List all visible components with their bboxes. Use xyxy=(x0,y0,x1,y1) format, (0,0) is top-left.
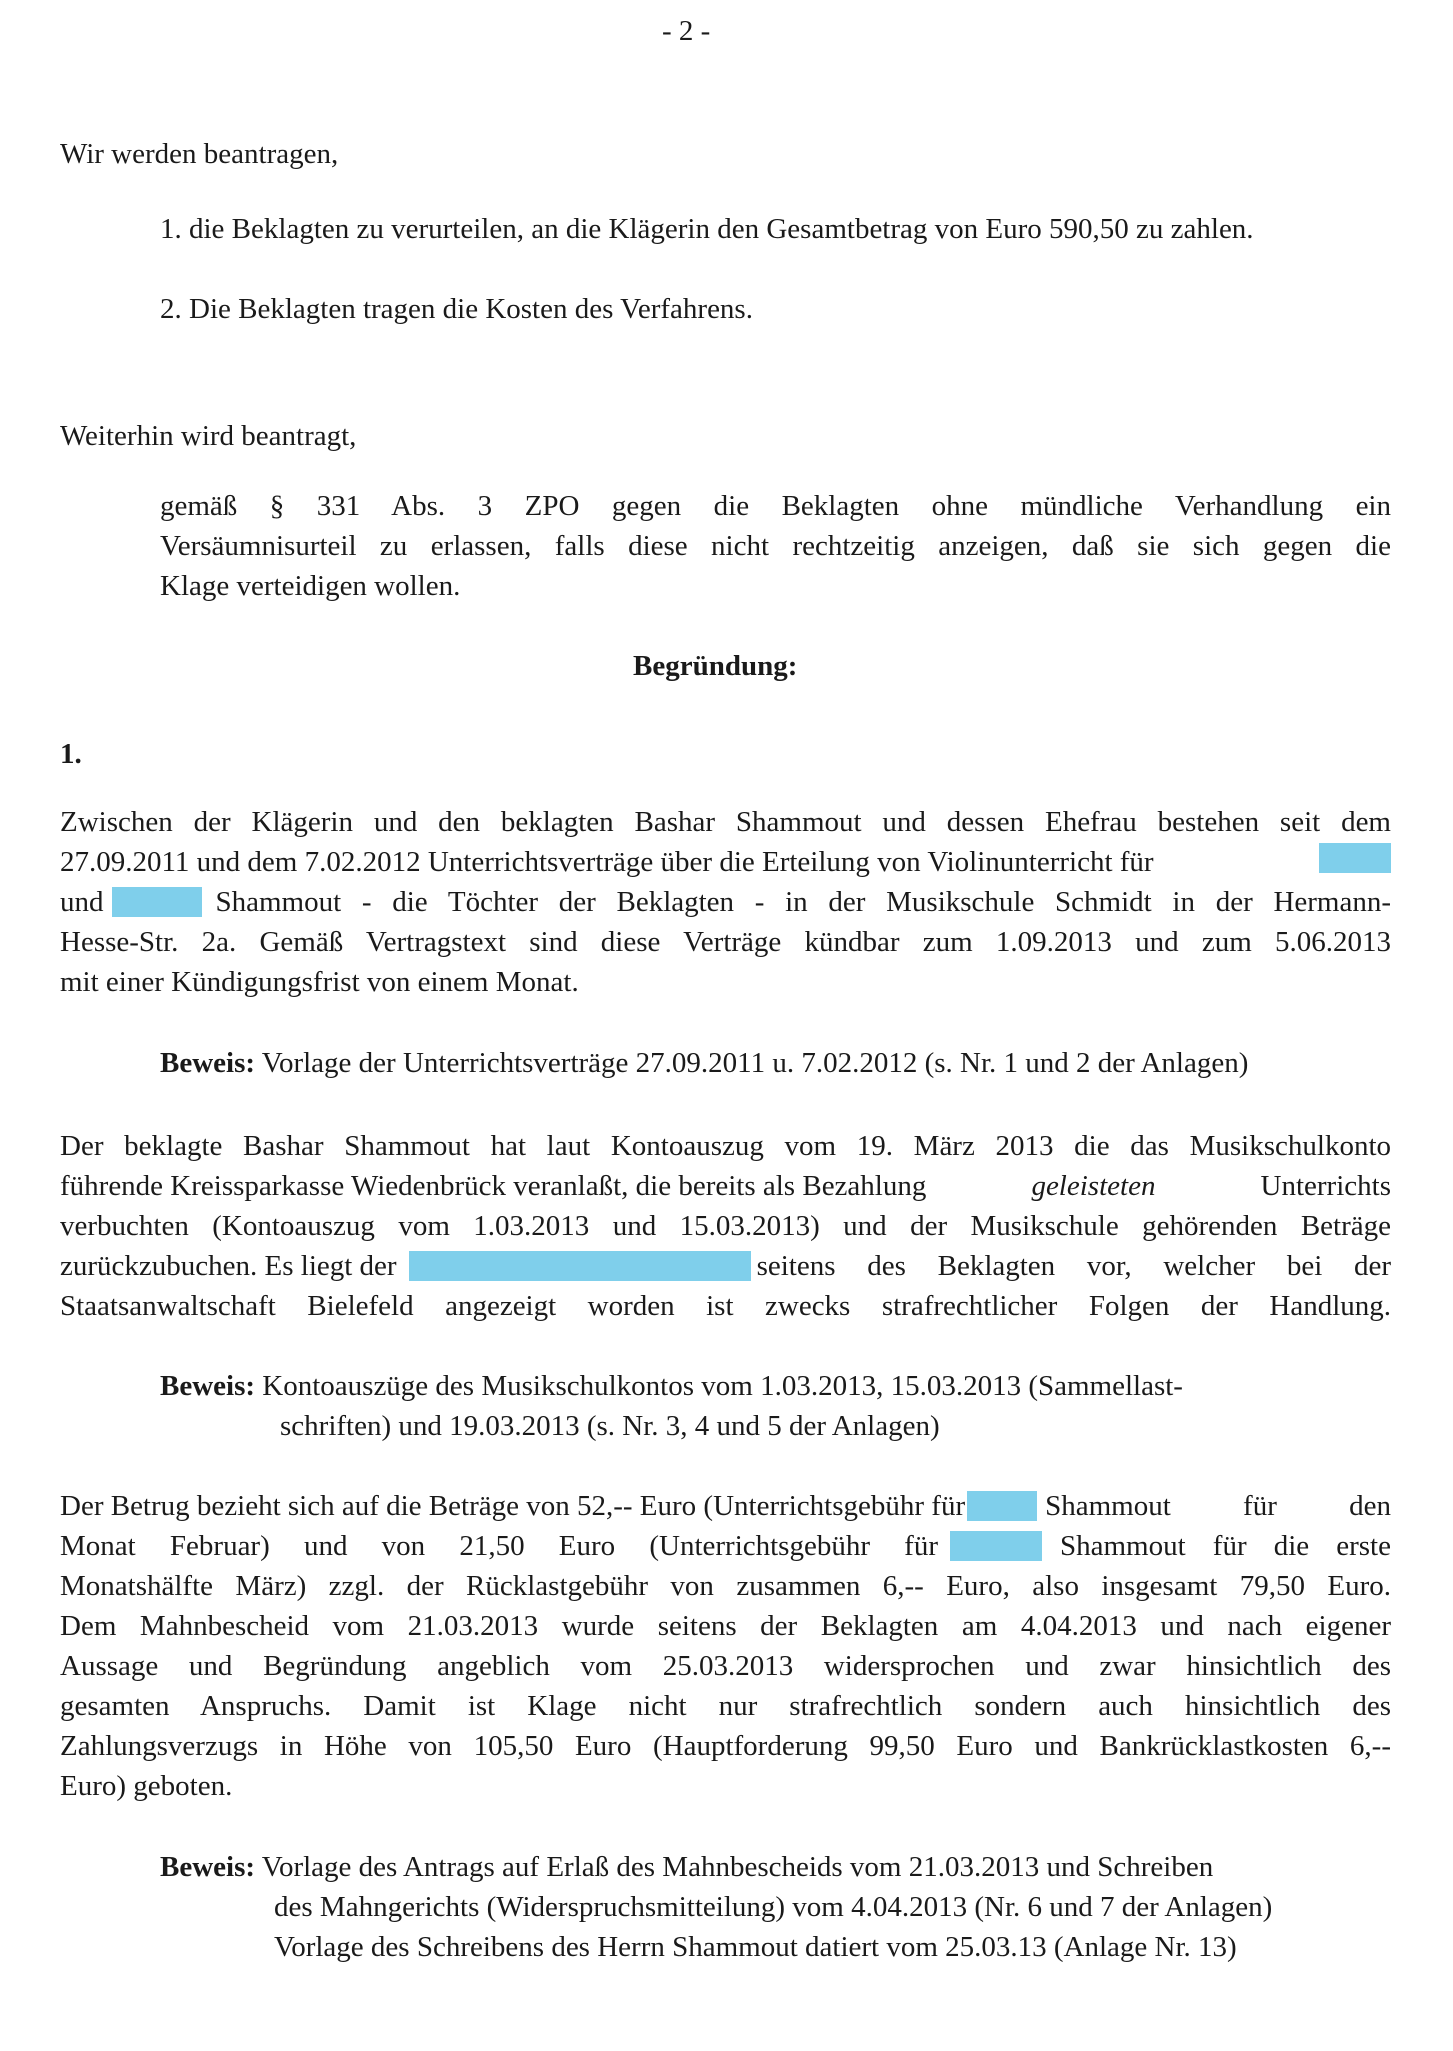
para3-line-1-end: Shammout für den xyxy=(1045,1490,1391,1522)
para3-line-1 xyxy=(60,1487,1391,1525)
evidence-3-line-2: des Mahngerichts (Widerspruchsmitteilung) vom 4.04.2013 (Nr. 6 und 7 der Anlagen) xyxy=(274,1891,1273,1923)
request-1: 1. die Beklagten zu verurteilen, an die Klägerin den Gesamtbetrag von Euro 590,50 zu zahlen. xyxy=(160,213,1254,245)
para3-line-8: Euro) geboten. xyxy=(60,1770,233,1802)
para1-line-3 xyxy=(60,883,1391,921)
evidence-3-line-1 xyxy=(160,1848,1213,1886)
para3-line-7: Zahlungsverzugs in Höhe von 105,50 Euro (Hauptforderung 99,50 Euro und Bankrücklastkosten 6,-- xyxy=(60,1730,1391,1762)
redaction-block xyxy=(950,1531,1042,1561)
intro-text: Wir werden beantragen, xyxy=(60,138,339,170)
evidence-3-text-1: Vorlage des Antrags auf Erlaß des Mahnbescheids vom 21.03.2013 und Schreiben xyxy=(261,1851,1214,1883)
para2-line-2-start: führende Kreissparkasse Wiedenbrück veranlaßt, die bereits als Bezahlung xyxy=(60,1170,927,1202)
para2-line-5: Staatsanwaltschaft Bielefeld angezeigt worden ist zwecks strafrechtlicher Folgen der Handlung. xyxy=(60,1290,1391,1322)
para3-line-3: Monatshälfte März) zzgl. der Rücklastgebühr von zusammen 6,-- Euro, also insgesamt 79,50 Euro. xyxy=(60,1570,1391,1602)
para2-line-2-end: Unterrichts xyxy=(1260,1170,1391,1202)
redaction-block xyxy=(112,887,202,917)
para3-line-2-start: Monat Februar) und von 21,50 Euro (Unterrichtsgebühr für xyxy=(60,1530,938,1562)
request-2: 2. Die Beklagten tragen die Kosten des Verfahrens. xyxy=(160,293,753,325)
para2-line-2 xyxy=(60,1167,1391,1205)
para1-line-3-start: und xyxy=(60,886,104,918)
evidence-1-label: Beweis: xyxy=(160,1047,256,1079)
para3-line-1-start: Der Betrug bezieht sich auf die Beträge von 52,-- Euro (Unterrichtsgebühr für xyxy=(60,1490,966,1522)
evidence-2-label: Beweis: xyxy=(160,1370,256,1402)
para1-line-3-end: Shammout - die Töchter der Beklagten - in der Musikschule Schmidt in der Hermann- xyxy=(215,886,1391,918)
further-line-1: gemäß § 331 Abs. 3 ZPO gegen die Beklagten ohne mündliche Verhandlung ein xyxy=(160,490,1391,522)
para2-line-4-start: zurückzubuchen. Es liegt der xyxy=(60,1250,397,1282)
para1-line-4: Hesse-Str. 2a. Gemäß Vertragstext sind diese Verträge kündbar zum 1.09.2013 und zum 5.06.2013 xyxy=(60,926,1391,958)
evidence-3-line-3: Vorlage des Schreibens des Herrn Shammout datiert vom 25.03.13 (Anlage Nr. 13) xyxy=(274,1931,1237,1963)
evidence-1 xyxy=(160,1044,1391,1082)
para3-line-4: Dem Mahnbescheid vom 21.03.2013 wurde seitens der Beklagten am 4.04.2013 und nach eigener xyxy=(60,1610,1391,1642)
para3-line-2 xyxy=(60,1527,1391,1565)
further-line-3: Klage verteidigen wollen. xyxy=(160,570,461,602)
para2-line-4 xyxy=(60,1247,1391,1285)
further-intro: Weiterhin wird beantragt, xyxy=(60,420,357,452)
para2-line-3: verbuchten (Kontoauszug vom 1.03.2013 und 15.03.2013) und der Musikschule gehörenden Beträge xyxy=(60,1210,1391,1242)
para1-line-2 xyxy=(60,843,1391,881)
para2-line-2-italic: geleisteten xyxy=(1031,1170,1156,1202)
para1-line-5: mit einer Kündigungsfrist von einem Monat. xyxy=(60,966,579,998)
evidence-2-line-1 xyxy=(160,1367,1183,1405)
evidence-2-line-2: schriften) und 19.03.2013 (s. Nr. 3, 4 und 5 der Anlagen) xyxy=(280,1410,940,1442)
section-heading: Begründung: xyxy=(633,650,798,682)
section-number: 1. xyxy=(60,738,82,770)
further-line-2: Versäumnisurteil zu erlassen, falls diese nicht rechtzeitig anzeigen, daß sie sich gegen die xyxy=(160,530,1391,562)
para1-line-1: Zwischen der Klägerin und den beklagten Bashar Shammout und dessen Ehefrau bestehen seit dem xyxy=(60,806,1391,838)
redaction-block xyxy=(967,1491,1037,1521)
para1-line-2-text: 27.09.2011 und dem 7.02.2012 Unterrichtsverträge über die Erteilung von Violinunterricht für xyxy=(60,846,1154,878)
evidence-2-text-1: Kontoauszüge des Musikschulkontos vom 1.03.2013, 15.03.2013 (Sammellast- xyxy=(262,1370,1183,1402)
para3-line-6: gesamten Anspruchs. Damit ist Klage nicht nur strafrechtlich sondern auch hinsichtlich des xyxy=(60,1690,1391,1722)
redaction-block xyxy=(1319,843,1391,873)
para2-line-1: Der beklagte Bashar Shammout hat laut Kontoauszug vom 19. März 2013 die das Musikschulkonto xyxy=(60,1130,1391,1162)
para3-line-5: Aussage und Begründung angeblich vom 25.03.2013 widersprochen und zwar hinsichtlich des xyxy=(60,1650,1391,1682)
para3-line-2-end: Shammout für die erste xyxy=(1060,1530,1391,1562)
redaction-block xyxy=(409,1251,751,1281)
page-number: - 2 - xyxy=(662,15,711,47)
evidence-3-label: Beweis: xyxy=(160,1851,256,1883)
para2-line-4-end: seitens des Beklagten vor, welcher bei der xyxy=(756,1250,1391,1282)
evidence-1-text: Vorlage der Unterrichtsverträge 27.09.2011 u. 7.02.2012 (s. Nr. 1 und 2 der Anlagen) xyxy=(261,1047,1249,1079)
